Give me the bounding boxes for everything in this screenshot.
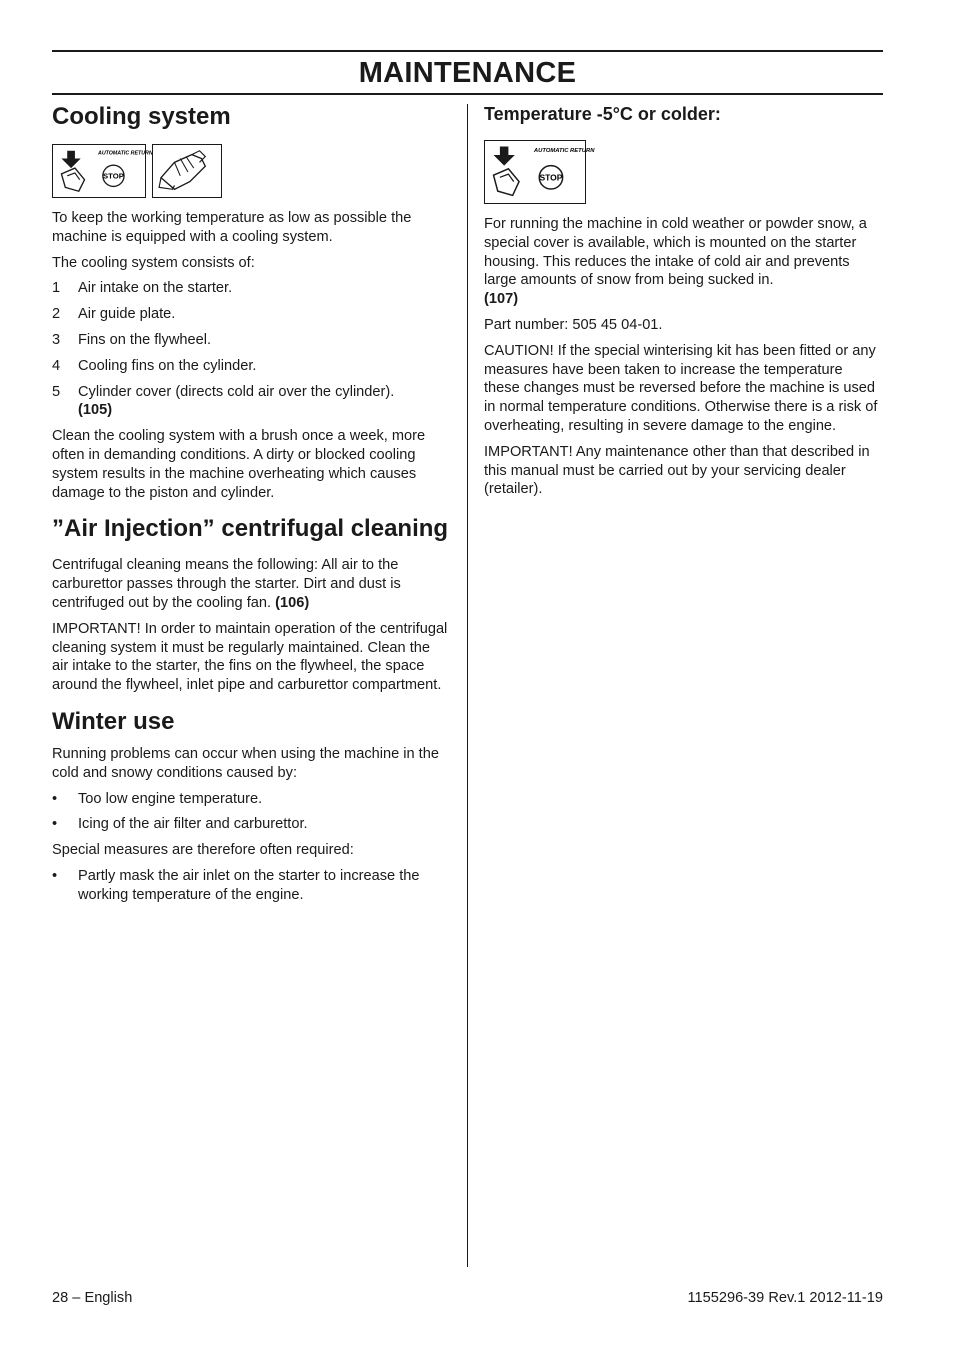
header-rule-top — [52, 50, 883, 52]
list-text: Cylinder cover (directs cold air over the cylinder). — [78, 383, 395, 400]
list-text: Cooling fins on the cylinder. — [78, 357, 257, 374]
list-number: 4 — [52, 357, 61, 374]
list-text: Air guide plate. — [78, 306, 176, 323]
bullet-text: Partly mask the air inlet on the starter to increase the working temperature of the engine. — [78, 867, 420, 903]
list-item — [52, 383, 450, 421]
left-column — [52, 102, 450, 912]
part-number: Part number: 505 45 04-01. — [484, 316, 663, 333]
right-column — [484, 102, 882, 506]
list-number: 2 — [52, 306, 61, 323]
winter-p1: Running problems can occur when using the machine in the cold and snowy conditions caused by: — [52, 745, 439, 781]
cooling-intro: To keep the working temperature as low as possible the machine is equipped with a cooling system. — [52, 210, 412, 245]
stop-label: STOP — [539, 172, 563, 183]
list-item — [52, 305, 450, 324]
list-number: 1 — [52, 280, 61, 297]
automatic-return-label: AUTOMATIC RETURN — [533, 147, 595, 154]
footer-page-number: 28 – English — [52, 1290, 133, 1306]
stop-label: STOP — [103, 171, 124, 181]
bullet-item — [52, 815, 450, 834]
winter-p2: Special measures are therefore often required: — [52, 842, 354, 859]
cooling-clean: Clean the cooling system with a brush once a week, more often in demanding conditions. A dirty or blocked cooling system results in the machine overheating which causes damage to the piston and cylinder. — [52, 428, 426, 501]
air-injection-p1 — [52, 556, 450, 612]
important-text: IMPORTANT! Any maintenance other than that described in this manual must be carried out by your servicing dealer (retailer). — [484, 443, 870, 498]
temperature-icons — [484, 140, 882, 204]
bullet-text: Too low engine temperature. — [78, 790, 263, 807]
stop-switch-icon — [484, 140, 595, 204]
air-injection-p1-text: Centrifugal cleaning means the following: All air to the carburettor passes through the starter. Dirt and dust is centrifuged out by the cooling fan. — [52, 557, 401, 611]
page-title: MAINTENANCE — [358, 57, 577, 89]
list-number: 3 — [52, 331, 61, 348]
bullet-item — [52, 790, 450, 809]
list-item — [52, 279, 450, 298]
bullet-icon: • — [52, 816, 58, 833]
air-injection-p2: IMPORTANT! In order to maintain operation of the centrifugal cleaning system it must be regularly maintained. Clean the air intake to the starter, the fins on the flywheel, the space around the flywheel, inlet pipe and carburettor compartment. — [52, 620, 448, 694]
list-text-block — [78, 383, 450, 421]
temperature-heading: Temperature -5°C or colder: — [484, 104, 721, 124]
figure-ref-105: (105) — [78, 402, 113, 419]
list-text: Fins on the flywheel. — [78, 331, 212, 348]
air-injection-heading: ”Air Injection” centrifugal cleaning — [52, 515, 449, 543]
bullet-item — [52, 867, 450, 905]
glove-icon — [152, 144, 222, 198]
footer-doc-id: 1155296-39 Rev.1 2012-11-19 — [687, 1290, 883, 1306]
list-item — [52, 331, 450, 350]
bullet-icon: • — [52, 867, 58, 884]
bullet-icon: • — [52, 790, 58, 807]
list-number: 5 — [52, 383, 61, 400]
cooling-icons — [52, 144, 450, 198]
cooling-system-heading: Cooling system — [52, 103, 231, 130]
column-divider — [467, 104, 468, 1267]
bullet-text: Icing of the air filter and carburettor. — [78, 816, 308, 833]
temperature-p1 — [484, 215, 882, 309]
winter-use-heading: Winter use — [52, 707, 175, 735]
temperature-p1-text: For running the machine in cold weather or powder snow, a special cover is available, which is mounted on the starter housing. This reduces the intake of cold air and prevents large amounts of snow from being sucked in. — [484, 216, 867, 289]
automatic-return-label: AUTOMATIC RETURN — [98, 150, 153, 157]
list-item — [52, 357, 450, 376]
cooling-consists: The cooling system consists of: — [52, 254, 255, 271]
header-rule-bottom — [52, 93, 883, 95]
figure-ref-107: (107) — [484, 291, 519, 308]
list-text: Air intake on the starter. — [78, 280, 233, 297]
stop-switch-icon — [52, 144, 153, 198]
caution-text: CAUTION! If the special winterising kit has been fitted or any measures have been taken to increase the temperature these changes must be reversed before the machine is used in normal temperature conditions. Otherwise there is a risk of overheating, resulting in severe damage to the engine. — [484, 342, 878, 434]
figure-ref-106: (106) — [275, 594, 310, 611]
